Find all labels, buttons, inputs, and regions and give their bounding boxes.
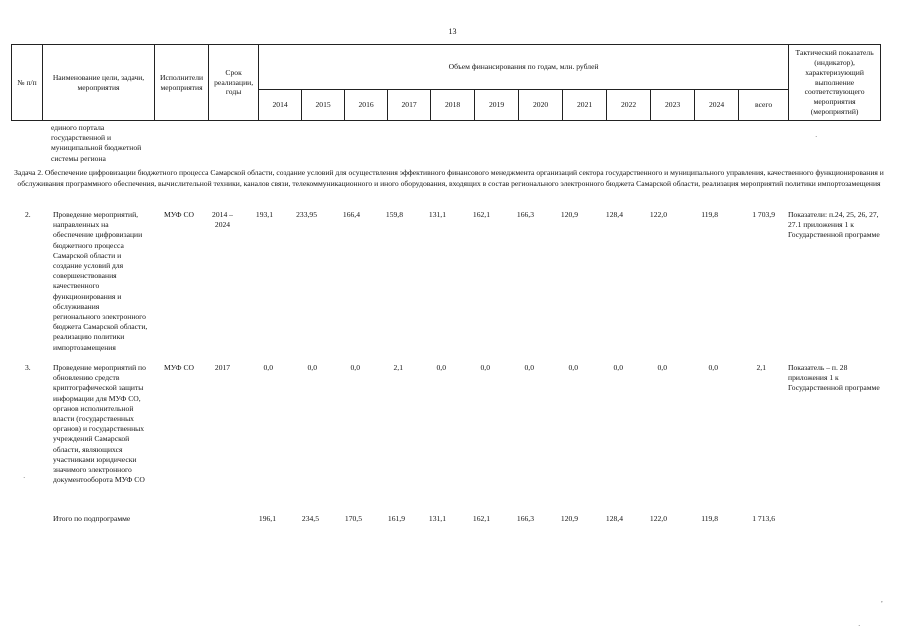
header-year: 2015 xyxy=(302,90,345,121)
scan-speck: · xyxy=(858,622,861,630)
task-heading: Задача 2. Обеспечение цифровизации бюджетного процесса Самарской области, создание условий для осуществления эффективного финансового менеджмента организаций сектора государственного и муниципального управления, качественного функционирования и обслуживания программного обеспечения, вычислительной техники, каналов связи, телекоммуникационного и иного оборудования, входящих в состав регионального электронного бюджета Самарской области, реализация мероприятий политики импортозамещения xyxy=(14,168,884,188)
scan-speck: · xyxy=(815,133,818,141)
row-3-value: 0,0 xyxy=(263,363,273,372)
row-3-value: 0,0 xyxy=(613,363,623,372)
total-value: 161,9 xyxy=(387,514,405,523)
header-year: 2017 xyxy=(388,90,431,121)
header-year: 2021 xyxy=(563,90,607,121)
total-value: 234,5 xyxy=(301,514,319,523)
row-2-value: 131,1 xyxy=(428,210,446,219)
header-executors: Исполнители мероприятия xyxy=(155,45,209,121)
row-2-value: 193,1 xyxy=(255,210,273,219)
scan-speck: , xyxy=(881,596,883,604)
row-3-executor: МУФ СО xyxy=(163,363,194,372)
row-3-value: 0,0 xyxy=(657,363,667,372)
row-3-value: 0,0 xyxy=(307,363,317,372)
header-year: 2024 xyxy=(695,90,739,121)
header-year: 2020 xyxy=(519,90,563,121)
scan-speck: · xyxy=(23,474,26,482)
header-year: 2016 xyxy=(345,90,388,121)
row-2-value: 159,8 xyxy=(385,210,403,219)
header-year: 2014 xyxy=(259,90,302,121)
row-2-total: 1 703,9 xyxy=(752,210,775,219)
total-value: 162,1 xyxy=(472,514,490,523)
total-value: 120,9 xyxy=(560,514,578,523)
row-2-indicator: Показатели: п.24, 25, 26, 27, 27.1 приложения 1 к Государственной программе xyxy=(788,210,880,240)
row-2-num: 2. xyxy=(25,210,31,219)
row-2-value: 233,95 xyxy=(296,210,317,219)
total-value: 170,5 xyxy=(344,514,362,523)
page-number: 13 xyxy=(448,27,457,36)
row-2-period: 2014 – 2024 xyxy=(212,210,233,229)
row-3-indicator: Показатель – п. 28 приложения 1 к Государственной программе xyxy=(788,363,880,393)
continuation-text: единого портала государственной и муниципальной бюджетной системы региона xyxy=(51,123,142,163)
total-sum: 1 713,6 xyxy=(752,514,775,523)
header-num: № п/п xyxy=(12,45,43,121)
header-funding: Объем финансирования по годам, млн. рублей xyxy=(259,45,789,90)
row-2-value: 128,4 xyxy=(605,210,623,219)
total-value: 128,4 xyxy=(605,514,623,523)
row-3-value: 0,0 xyxy=(568,363,578,372)
row-3-value: 0,0 xyxy=(708,363,718,372)
header-indicator: Тактический показатель (индикатор), характеризующий выполнение соответствующего мероприятия (мероприятий) xyxy=(789,45,881,121)
header-year-total: всего xyxy=(739,90,789,121)
row-3-value: 0,0 xyxy=(480,363,490,372)
total-label: Итого по подпрограмме xyxy=(53,514,131,523)
row-2-executor: МУФ СО xyxy=(163,210,194,219)
header-year: 2019 xyxy=(475,90,519,121)
header-period: Срок реализации, годы xyxy=(209,45,259,121)
row-3-num: 3. xyxy=(25,363,31,372)
row-3-period: 2017 xyxy=(214,363,231,372)
header-year: 2018 xyxy=(431,90,475,121)
row-2-value: 166,4 xyxy=(342,210,360,219)
total-value: 119,8 xyxy=(701,514,718,523)
total-value: 122,0 xyxy=(649,514,667,523)
header-year: 2022 xyxy=(607,90,651,121)
total-value: 166,3 xyxy=(516,514,534,523)
total-value: 196,1 xyxy=(258,514,276,523)
row-3-total: 2,1 xyxy=(756,363,766,372)
row-2-name: Проведение мероприятий, направленных на обеспечение цифровизации бюджетного процесса Самарской области и создание условий для совершенствования качественного функционирования и обслуживания регионального электронного бюджета Самарской области, реализацию политики импортозамещения xyxy=(53,210,148,352)
row-3-value: 0,0 xyxy=(524,363,534,372)
row-3-value: 0,0 xyxy=(350,363,360,372)
header-name: Наименование цели, задачи, мероприятия xyxy=(43,45,155,121)
table-header xyxy=(11,44,881,121)
row-3-name: Проведение мероприятий по обновлению средств криптографической защиты информации для МУФ СО, органов исполнительной власти (государственных органов) и государственных учреждений Самарской области, являющихся участниками юридически значимого электронного документооборота МУФ СО xyxy=(53,363,146,485)
row-2-value: 166,3 xyxy=(516,210,534,219)
row-3-value: 0,0 xyxy=(436,363,446,372)
row-2-value: 162,1 xyxy=(472,210,490,219)
row-3-value: 2,1 xyxy=(393,363,403,372)
total-value: 131,1 xyxy=(428,514,446,523)
row-2-value: 120,9 xyxy=(560,210,578,219)
row-2-value: 119,8 xyxy=(701,210,718,219)
row-2-value: 122,0 xyxy=(649,210,667,219)
header-year: 2023 xyxy=(651,90,695,121)
